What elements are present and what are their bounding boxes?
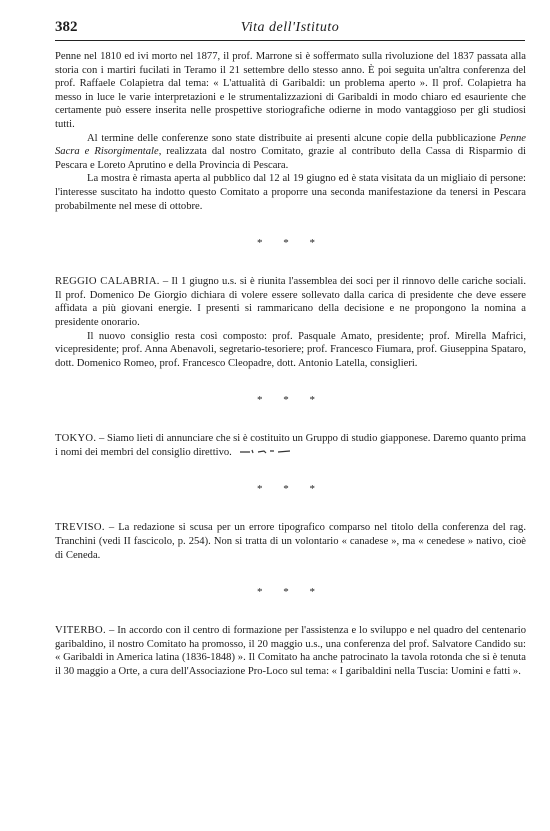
reggio-paragraph-2: Il nuovo consiglio resta così composto: prof. Pasquale Amato, presidente; prof. Mirella Mafrici, vicepresidente; prof. Anna Abenavoli, segretario-tesoriere; prof. Francesco Fiumara, prof. Giuseppina Spataro, dott. Domenico Romeo, prof. Francesco Cleopadre, dott. Antonio Latella, consiglieri. <box>55 330 526 369</box>
publication-title: Penne Sacra e Risorgimentale <box>55 132 526 158</box>
section-separator: * * * <box>257 483 324 496</box>
pescara-paragraph-2 <box>55 132 526 173</box>
section-separator: * * * <box>257 237 324 250</box>
section-separator: * * * <box>257 394 324 407</box>
tokyo-text: – Siamo lieti di annunciare che si è costituito un Gruppo di studio giapponese. Daremo quanto prima i nomi dei membri del consiglio direttivo. <box>55 433 526 458</box>
section-heading-viterbo: VITERBO. <box>55 625 106 637</box>
pescara-paragraph-2-start: Al termine delle conferenze sono state distribuite ai presenti alcune copie della pubblicazione <box>87 132 500 144</box>
treviso-paragraph <box>55 521 526 562</box>
page-header <box>55 18 525 41</box>
viterbo-text: – In accordo con il centro di formazione per l'assistenza e lo sviluppo e nel quadro del centenario garibaldino, il nostro Comitato ha promosso, il 20 maggio u.s., una conferenza del prof. Salvatore Candido su: « Garibaldi in America latina (1836-1848) ». Il Comitato ha anche patrocinato la tavola rotonda che si è tenuta il 30 maggio a Orte, a cura dell'Associazione Pro-Loco sul tema: « I garibaldini nella Tuscia: Uomini e fatti ». <box>55 625 526 678</box>
tokyo-paragraph <box>55 432 526 459</box>
section-heading-treviso: TREVISO. <box>55 522 105 534</box>
page-body <box>55 50 526 679</box>
section-separator: * * * <box>257 586 324 599</box>
pescara-paragraph-3: La mostra è rimasta aperta al pubblico dal 12 al 19 giugno ed è stata visitata da un migliaio di persone: l'interesse suscitato ha indotto questo Comitato a proporre una seconda manifestazione da tenersi in Pescara probabilmente nel mese di ottobre. <box>55 173 526 212</box>
section-heading-reggio: REGGIO CALABRIA. <box>55 276 160 288</box>
section-heading-tokyo: TOKYO. <box>55 433 97 445</box>
viterbo-paragraph <box>55 624 526 678</box>
reggio-text-1: – Il 1 giugno u.s. si è riunita l'assemblea dei soci per il rinnovo delle cariche sociali. Il prof. Domenico De Giorgio dichiara di volere essere sollevato dalla carica di presidente che deve essere affidata a più giovani energie. I presenti si rammaricano della decisione e ne propongono la nomina a presidente onorario. <box>55 276 526 328</box>
pescara-paragraph-2-end: , realizzata dal nostro Comitato, grazie al contributo della Cassa di Risparmio di Pescara e Loreto Aprutino e della Provincia di Pescara. <box>55 146 526 171</box>
running-title: Vita dell'Istituto <box>240 20 340 35</box>
page-number: 382 <box>55 19 78 35</box>
pescara-paragraph-1: Penne nel 1810 ed ivi morto nel 1877, il prof. Marrone si è soffermato sulla rivoluzione del 1837 passata alla storia con i martiri fucilati in Teramo il 21 settembre dello stesso anno. È poi seguita un'altra conferenza del prof. Raffaele Colapietra dal tema: « L'attualità di Garibaldi: un problema aperto ». Il prof. Colapietra ha messo in luce le varie interpretazioni e le strumentalizzazioni di Garibaldi in modo chiaro ed esauriente che certamente può essere inserita nelle prospettive storiografiche odierne in modo vantaggioso per gli studiosi tutti. <box>55 51 526 130</box>
handwritten-mark <box>238 449 292 455</box>
reggio-paragraph-1 <box>55 275 526 329</box>
treviso-text: – La redazione si scusa per un errore tipografico comparso nel titolo della conferenza del rag. Tranchini (vedi II fascicolo, p. 254). Non si tratta di un volontario « canadese », ma « cenedese » nativo, cioè di Ceneda. <box>55 522 526 561</box>
